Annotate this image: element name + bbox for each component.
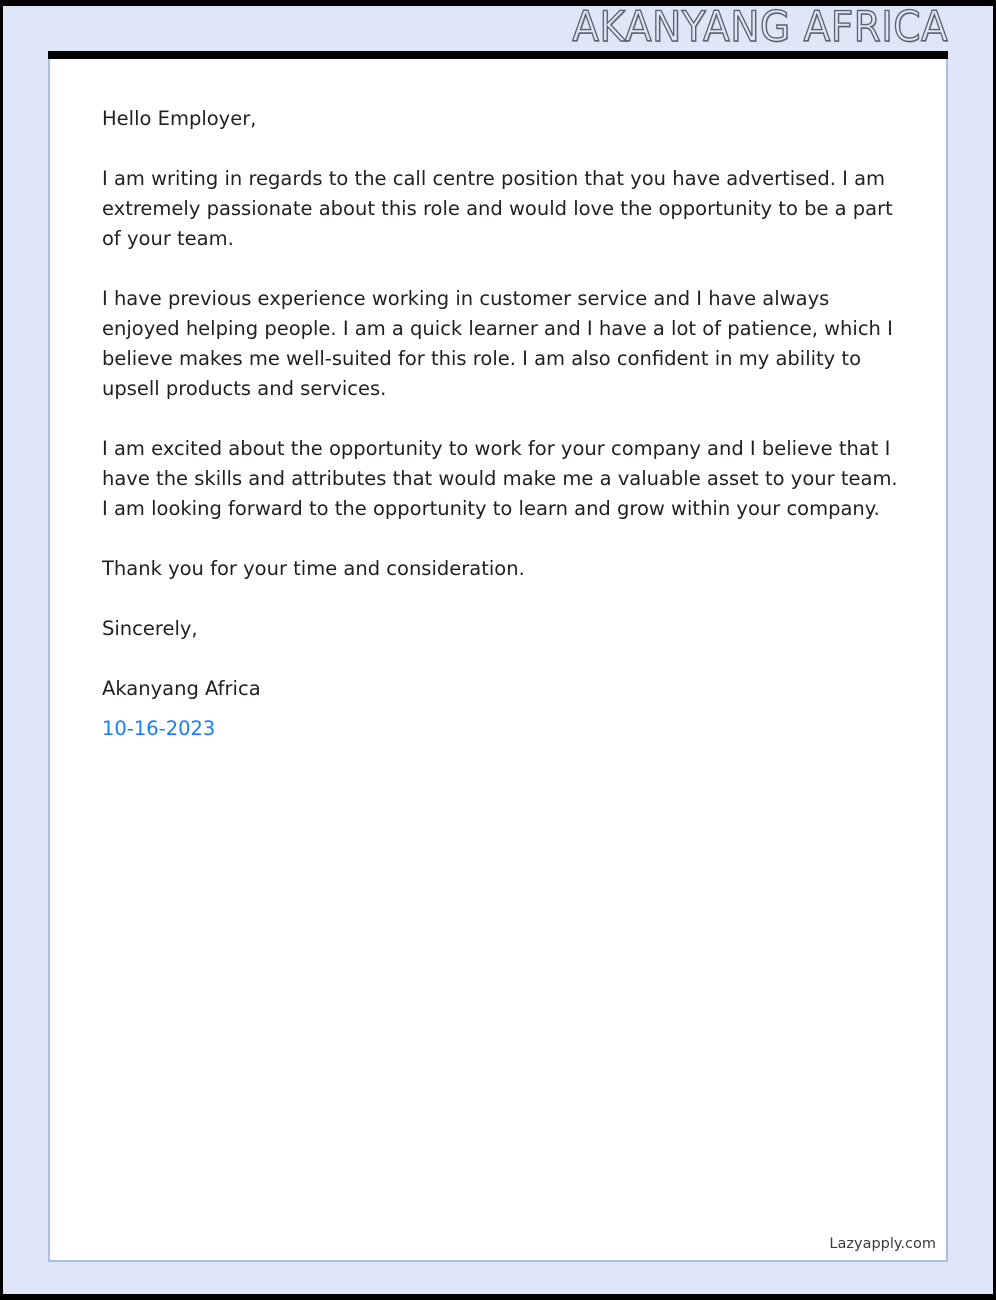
letter-closing: Sincerely,	[102, 617, 198, 640]
letter-paragraph-1: I am writing in regards to the call centre position that you have advertised. I am extremely passionate about this role and would love the opportunity to be a part of your team.	[102, 167, 893, 250]
letter-paragraph-3: I am excited about the opportunity to work for your company and I believe that I have the skills and attributes that would make me a valuable asset to your team. I am looking forward to the opportunity to learn and grow within your company.	[102, 437, 898, 520]
letter-date: 10-16-2023	[102, 717, 216, 740]
signature-name: Akanyang Africa	[102, 677, 261, 700]
letter-body	[102, 104, 900, 744]
letter-paragraph-2: I have previous experience working in customer service and I have always enjoyed helping people. I am a quick learner and I have a lot of patience, which I believe makes me well-suited for this role. I am also confident in my ability to upsell products and services.	[102, 287, 893, 400]
header-divider-rule	[48, 51, 948, 59]
page-title: AKANYANG AFRICA	[572, 2, 948, 51]
letter-thanks: Thank you for your time and consideration.	[102, 557, 525, 580]
document-sheet	[48, 59, 948, 1262]
letterhead-header	[3, 2, 993, 51]
letter-salutation: Hello Employer,	[102, 107, 257, 130]
footer-watermark: Lazyapply.com	[829, 1236, 936, 1252]
